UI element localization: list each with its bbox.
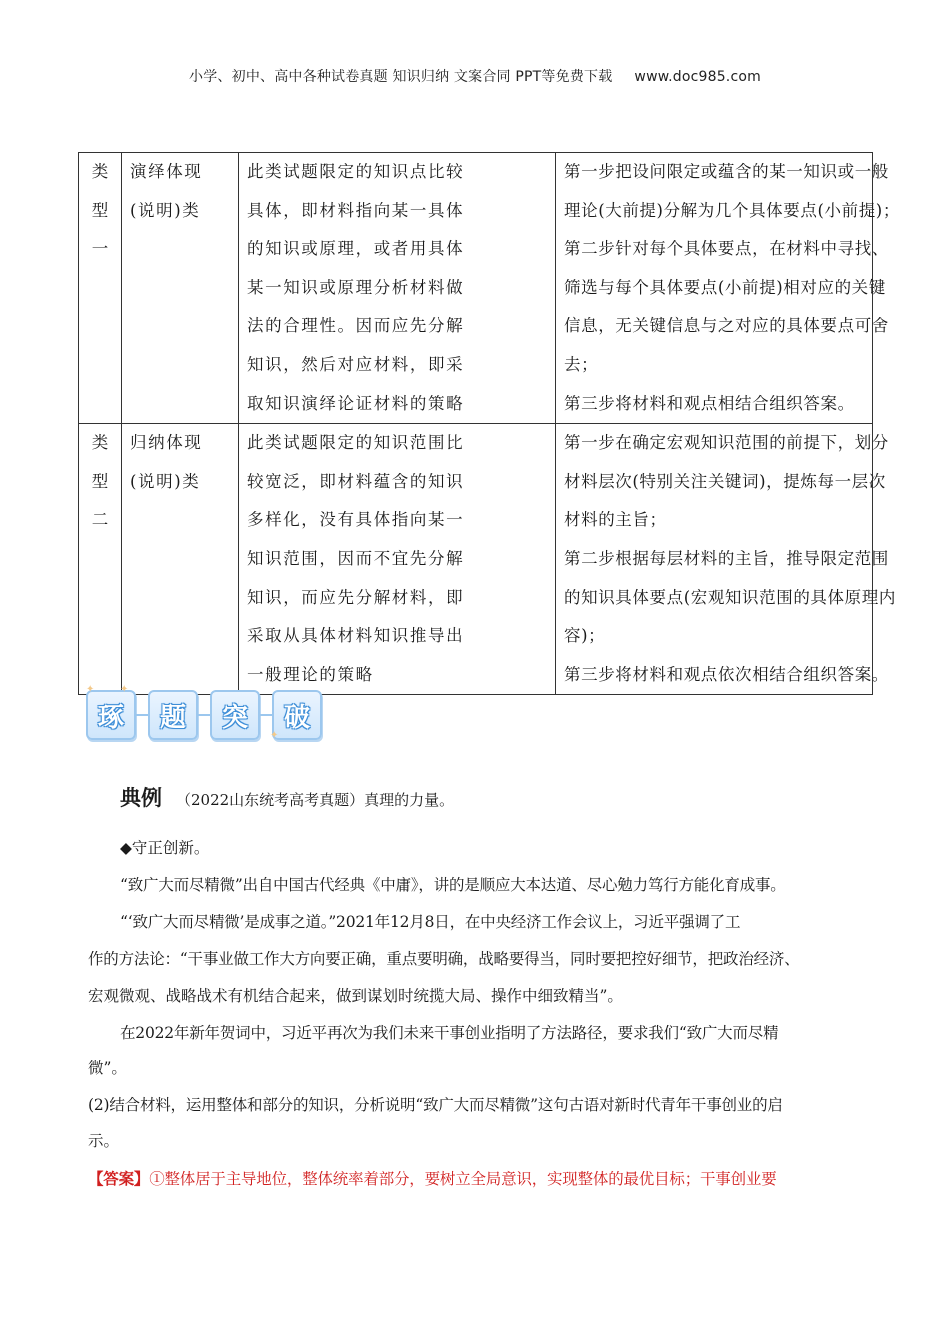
type-cell bbox=[79, 153, 122, 424]
desc-line: 知识范围，因而不宜先分解 bbox=[247, 548, 465, 568]
step-line: 材料层次(特别关注关键词)，提炼每一层次 bbox=[564, 471, 886, 491]
step-line: 去； bbox=[564, 354, 599, 374]
example-heading bbox=[120, 782, 454, 812]
step-line: 第三步将材料和观点相结合组织答案。 bbox=[564, 393, 855, 413]
banner-tile: 突 bbox=[210, 690, 260, 740]
table-row bbox=[79, 424, 873, 695]
type-char: 一 bbox=[91, 239, 109, 259]
paragraph: 微”。 bbox=[88, 1059, 127, 1077]
sparkle-icon: ✦ bbox=[120, 684, 129, 695]
sparkle-icon: ✦ bbox=[86, 684, 95, 695]
paragraph: 作的方法论：“干事业做工作大方向要正确，重点要明确，战略要得当，同时要把控好细节，把政治经济、 bbox=[88, 950, 800, 968]
type-char: 型 bbox=[91, 200, 109, 220]
type-char: 类 bbox=[91, 433, 109, 453]
desc-line: 知识，然后对应材料，即采 bbox=[247, 354, 465, 374]
header-url[interactable]: www.doc985.com bbox=[634, 69, 761, 85]
step-line: 第一步在确定宏观知识范围的前提下，划分 bbox=[564, 433, 889, 453]
paragraph: 宏观微观、战略战术有机结合起来，做到谋划时统揽大局、操作中细致精当”。 bbox=[88, 987, 623, 1005]
example-label: 典例 bbox=[120, 786, 162, 810]
step-line: 第二步根据每层材料的主旨，推导限定范围 bbox=[564, 548, 889, 568]
sparkle-icon: ✦ bbox=[270, 730, 279, 741]
paragraph: ◆守正创新。 bbox=[120, 839, 210, 857]
desc-line: 知识，而应先分解材料，即 bbox=[247, 587, 465, 607]
type-cell bbox=[79, 424, 122, 695]
desc-line: 多样化，没有具体指向某一 bbox=[247, 510, 465, 530]
name-cell bbox=[122, 153, 239, 424]
name-line: (说明)类 bbox=[130, 200, 201, 220]
desc-line: 较宽泛，即材料蕴含的知识 bbox=[247, 471, 465, 491]
header-text: 小学、初中、高中各种试卷真题 知识归纳 文案合同 PPT等免费下载 bbox=[189, 69, 613, 85]
banner-tile: 破 bbox=[272, 690, 322, 740]
banner-tile: 琢 bbox=[86, 690, 136, 740]
banner-connector bbox=[198, 714, 210, 716]
paragraph: “‘致广大而尽精微’是成事之道。”2021年12月8日，在中央经济工作会议上，习近平强调了工 bbox=[120, 913, 741, 931]
banner-tile: 题 bbox=[148, 690, 198, 740]
paragraph: “致广大而尽精微”出自中国古代经典《中庸》，讲的是顺应大本达道、尽心勉力笃行方能化育成事。 bbox=[120, 876, 786, 894]
step-line: 材料的主旨； bbox=[564, 510, 667, 530]
step-line: 第二步针对每个具体要点，在材料中寻找、 bbox=[564, 239, 889, 259]
desc-line: 的知识或原理，或者用具体 bbox=[247, 239, 465, 259]
name-line: (说明)类 bbox=[130, 471, 201, 491]
page-header bbox=[0, 66, 950, 86]
desc-line: 取知识演绎论证材料的策略 bbox=[247, 393, 465, 413]
question-text: (2)结合材料，运用整体和部分的知识，分析说明“致广大而尽精微”这句古语对新时代青年干事创业的启 bbox=[88, 1096, 783, 1114]
desc-line: 一般理论的策略 bbox=[247, 664, 374, 684]
question-text: 示。 bbox=[88, 1132, 120, 1150]
paragraph: 在2022年新年贺词中，习近平再次为我们未来干事创业指明了方法路径，要求我们“致广大而尽精 bbox=[120, 1024, 779, 1042]
description-cell bbox=[239, 153, 556, 424]
name-cell bbox=[122, 424, 239, 695]
answer-line bbox=[88, 1162, 868, 1196]
table-row bbox=[79, 153, 873, 424]
desc-line: 具体，即材料指向某一具体 bbox=[247, 200, 465, 220]
banner-connector bbox=[136, 714, 148, 716]
section-banner bbox=[86, 684, 322, 741]
desc-line: 某一知识或原理分析材料做 bbox=[247, 277, 465, 297]
desc-line: 此类试题限定的知识点比较 bbox=[247, 162, 465, 181]
type-char: 二 bbox=[91, 510, 109, 530]
desc-line: 此类试题限定的知识范围比 bbox=[247, 433, 465, 453]
steps-cell bbox=[556, 153, 900, 424]
description-cell bbox=[239, 424, 556, 695]
type-char: 型 bbox=[91, 471, 109, 491]
step-line: 的知识具体要点(宏观知识范围的具体原理内 bbox=[564, 587, 896, 607]
answer-label: 【答案】 bbox=[88, 1169, 150, 1188]
name-line: 演绎体现 bbox=[130, 162, 203, 181]
desc-line: 采取从具体材料知识推导出 bbox=[247, 626, 465, 646]
example-source: （2022山东统考高考真题）真理的力量。 bbox=[176, 791, 455, 809]
type-char: 类 bbox=[91, 162, 109, 181]
steps-cell bbox=[556, 424, 896, 695]
step-line: 第一步把设问限定或蕴含的某一知识或一般 bbox=[564, 162, 889, 181]
step-line: 第三步将材料和观点依次相结合组织答案。 bbox=[564, 664, 889, 684]
banner-connector bbox=[260, 714, 272, 716]
step-line: 信息，无关键信息与之对应的具体要点可舍 bbox=[564, 316, 889, 336]
step-line: 容)； bbox=[564, 626, 606, 646]
step-line: 理论(大前提)分解为几个具体要点(小前提)； bbox=[564, 200, 900, 220]
answer-text: ①整体居于主导地位，整体统率着部分，要树立全局意识，实现整体的最优目标；干事创业要 bbox=[149, 1170, 777, 1188]
name-line: 归纳体现 bbox=[130, 433, 203, 453]
method-table bbox=[78, 152, 900, 695]
step-line: 筛选与每个具体要点(小前提)相对应的关键 bbox=[564, 277, 886, 297]
desc-line: 法的合理性。因而应先分解 bbox=[247, 316, 465, 336]
